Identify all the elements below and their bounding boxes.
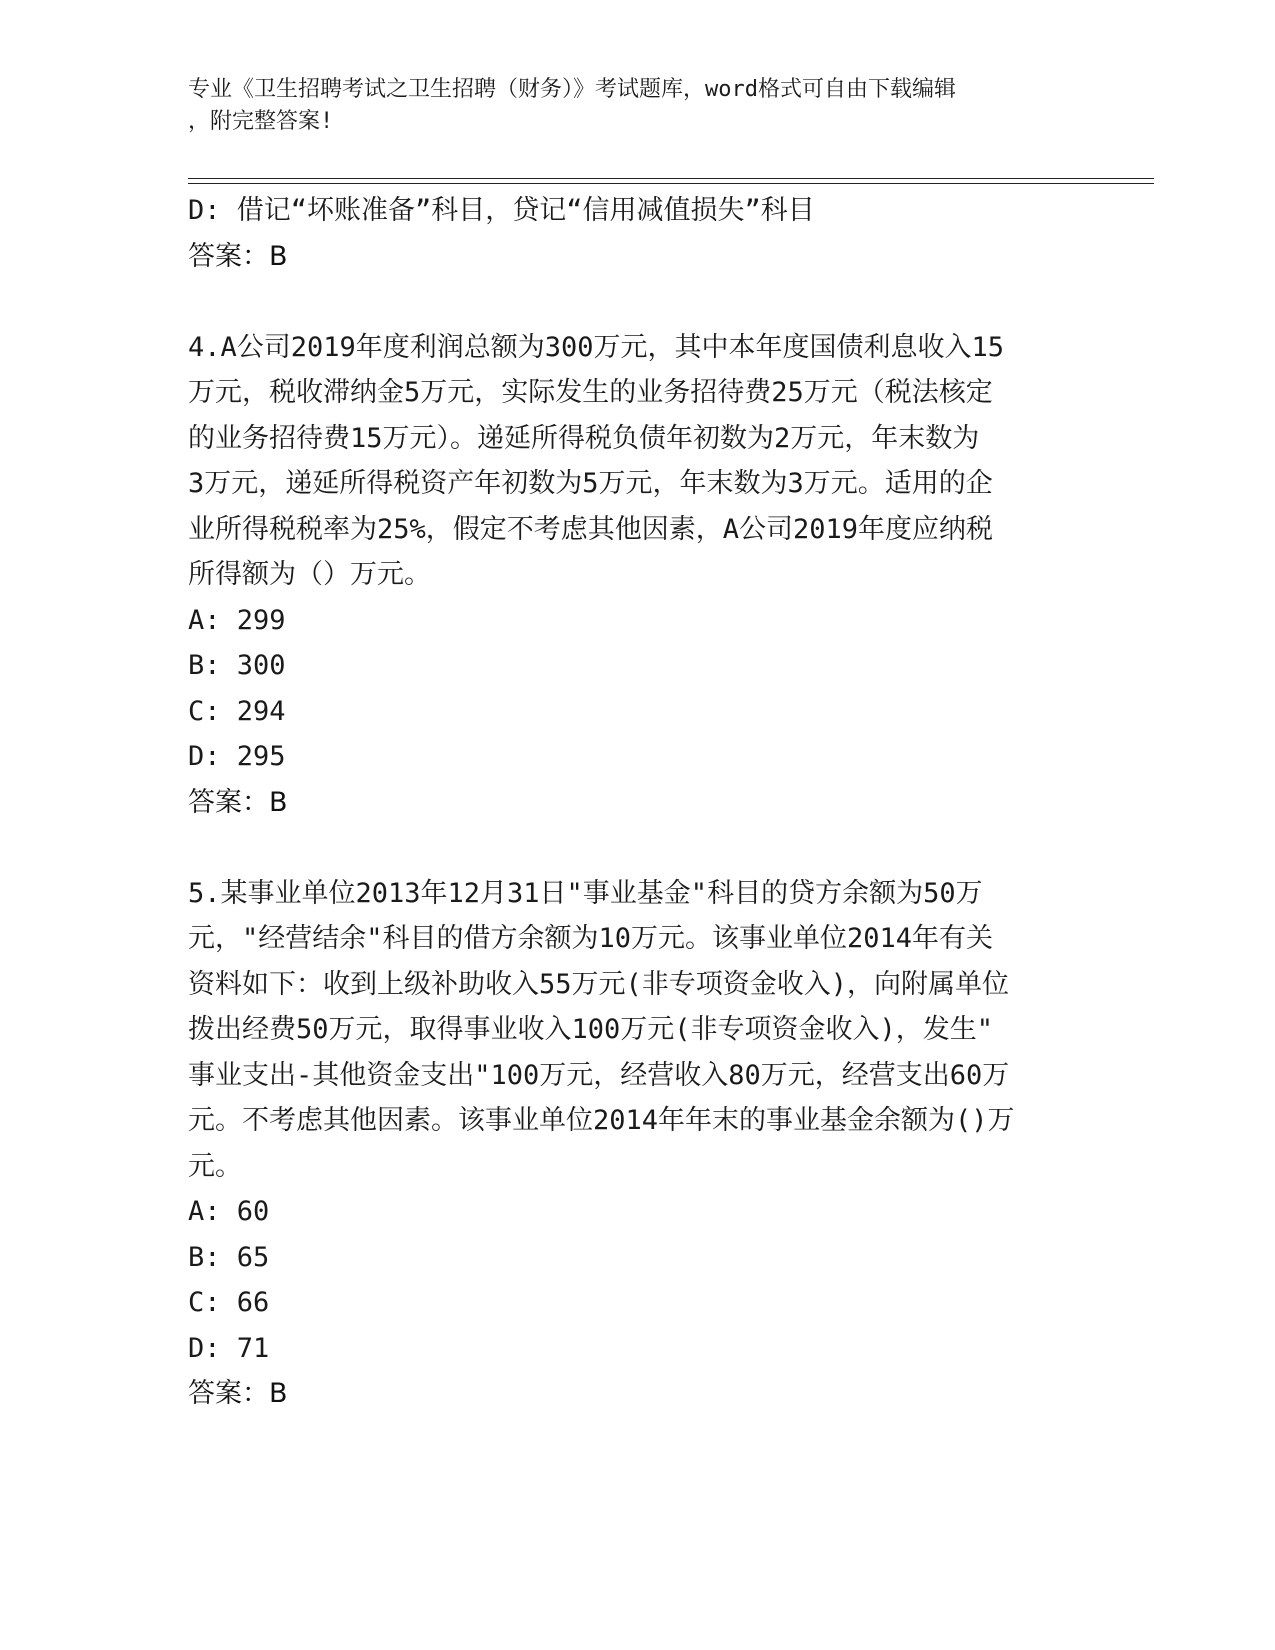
question-4-text-line: 业所得税税率为25%，假定不考虑其他因素，A公司2019年度应纳税 [188, 513, 994, 545]
question-5-text-line: 元，"经营结余"科目的借方余额为10万元。该事业单位2014年有关 [188, 923, 994, 954]
question-4-text-line: 4.A公司2019年度利润总额为300万元，其中本年度国债利息收入15 [188, 331, 1005, 363]
question-4-text-line: 万元，税收滞纳金5万元，实际发生的业务招待费25万元（税法核定 [188, 377, 993, 408]
prev-question-option-d: D: 借记“坏账准备”科目，贷记“信用减值损失”科目 [188, 195, 815, 226]
question-4-text-line: 的业务招待费15万元）。递延所得税负债年初数为2万元，年末数为 [188, 422, 980, 454]
question-5-text-line: 事业支出-其他资金支出"100万元，经营收入80万元，经营支出60万 [188, 1059, 1010, 1091]
prev-question-answer: 答案：B [188, 240, 288, 272]
question-5-option-d: D: 71 [188, 1332, 270, 1364]
question-5-option-c: C: 66 [188, 1287, 270, 1318]
header-divider-top [188, 178, 1154, 179]
spacer [188, 279, 1088, 325]
question-4-answer: 答案：B [188, 786, 288, 818]
question-4-text-line: 所得额为（）万元。 [188, 559, 431, 590]
question-5-text-line: 拨出经费50万元，取得事业收入100万元(非专项资金收入)，发生" [188, 1014, 994, 1045]
question-5 [188, 871, 1088, 1417]
spacer [188, 825, 1088, 871]
question-5-text-line: 元。 [188, 1150, 242, 1182]
question-4-option-a: A: 299 [188, 604, 286, 636]
question-5-text-line: 元。不考虑其他因素。该事业单位2014年年末的事业基金余额为()万 [188, 1105, 1015, 1136]
question-4-option-b: B: 300 [188, 650, 286, 681]
header-line-2: ，附完整答案! [188, 109, 334, 134]
header-divider-bottom [188, 183, 1154, 184]
question-5-option-b: B: 65 [188, 1241, 270, 1273]
question-4-option-c: C: 294 [188, 695, 286, 727]
question-content [188, 188, 1088, 1417]
question-4-option-d: D: 295 [188, 741, 286, 772]
question-4-text-line: 3万元，递延所得税资产年初数为5万元，年末数为3万元。适用的企 [188, 468, 993, 499]
document-header [188, 74, 1068, 138]
header-line-1: 专业《卫生招聘考试之卫生招聘（财务）》考试题库，word格式可自由下载编辑 [188, 77, 956, 102]
question-4 [188, 325, 1088, 826]
question-5-text-line: 资料如下：收到上级补助收入55万元(非专项资金收入)，向附属单位 [188, 968, 1010, 1000]
question-5-answer: 答案：B [188, 1378, 288, 1409]
question-5-text-line: 5.某事业单位2013年12月31日"事业基金"科目的贷方余额为50万 [188, 877, 983, 909]
question-5-option-a: A: 60 [188, 1196, 270, 1227]
